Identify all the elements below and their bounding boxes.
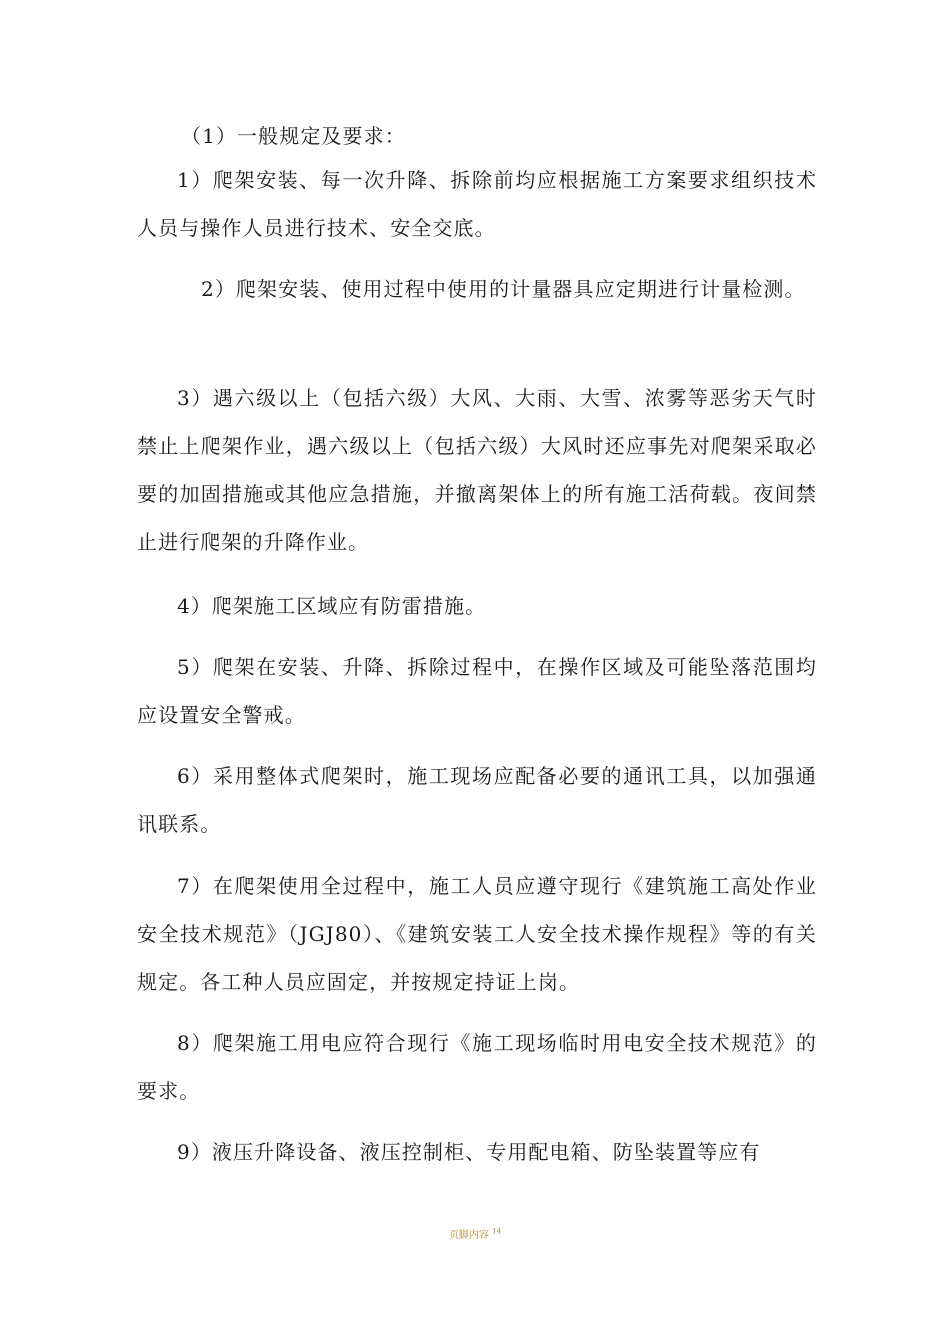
- page-footer: [0, 1226, 950, 1241]
- paragraph-7: 7）在爬架使用全过程中，施工人员应遵守现行《建筑施工高处作业安全技术规范》（JGJ80）、《建筑安装工人安全技术操作规程》等的有关规定。各工种人员应固定，并按规定持证上岗。: [137, 874, 817, 994]
- paragraph-9: 9）液压升降设备、液压控制柜、专用配电箱、防坠装置等应有: [177, 1140, 761, 1164]
- paragraph-4: 4）爬架施工区域应有防雷措施。: [177, 594, 487, 618]
- paragraph-3: 3）遇六级以上（包括六级）大风、大雨、大雪、浓雾等恶劣天气时禁止上爬架作业，遇六级以上（包括六级）大风时还应事先对爬架采取必要的加固措施或其他应急措施，并撤离架体上的所有施工活荷载。夜间禁止进行爬架的升降作业。: [137, 386, 817, 554]
- paragraph-6: 6）采用整体式爬架时，施工现场应配备必要的通讯工具，以加强通讯联系。: [137, 764, 817, 836]
- paragraph-2: 2）爬架安装、使用过程中使用的计量器具应定期进行计量检测。: [201, 277, 806, 301]
- paragraph-5: 5）爬架在安装、升降、拆除过程中，在操作区域及可能坠落范围均应设置安全警戒。: [137, 655, 817, 727]
- footer-page-number: 14: [492, 1227, 502, 1236]
- section-heading: （1）一般规定及要求：: [181, 124, 406, 148]
- paragraph-1: 1）爬架安装、每一次升降、拆除前均应根据施工方案要求组织技术人员与操作人员进行技术、安全交底。: [137, 168, 817, 240]
- footer-label: 页脚内容: [448, 1230, 489, 1241]
- paragraph-8: 8）爬架施工用电应符合现行《施工现场临时用电安全技术规范》的要求。: [137, 1031, 817, 1103]
